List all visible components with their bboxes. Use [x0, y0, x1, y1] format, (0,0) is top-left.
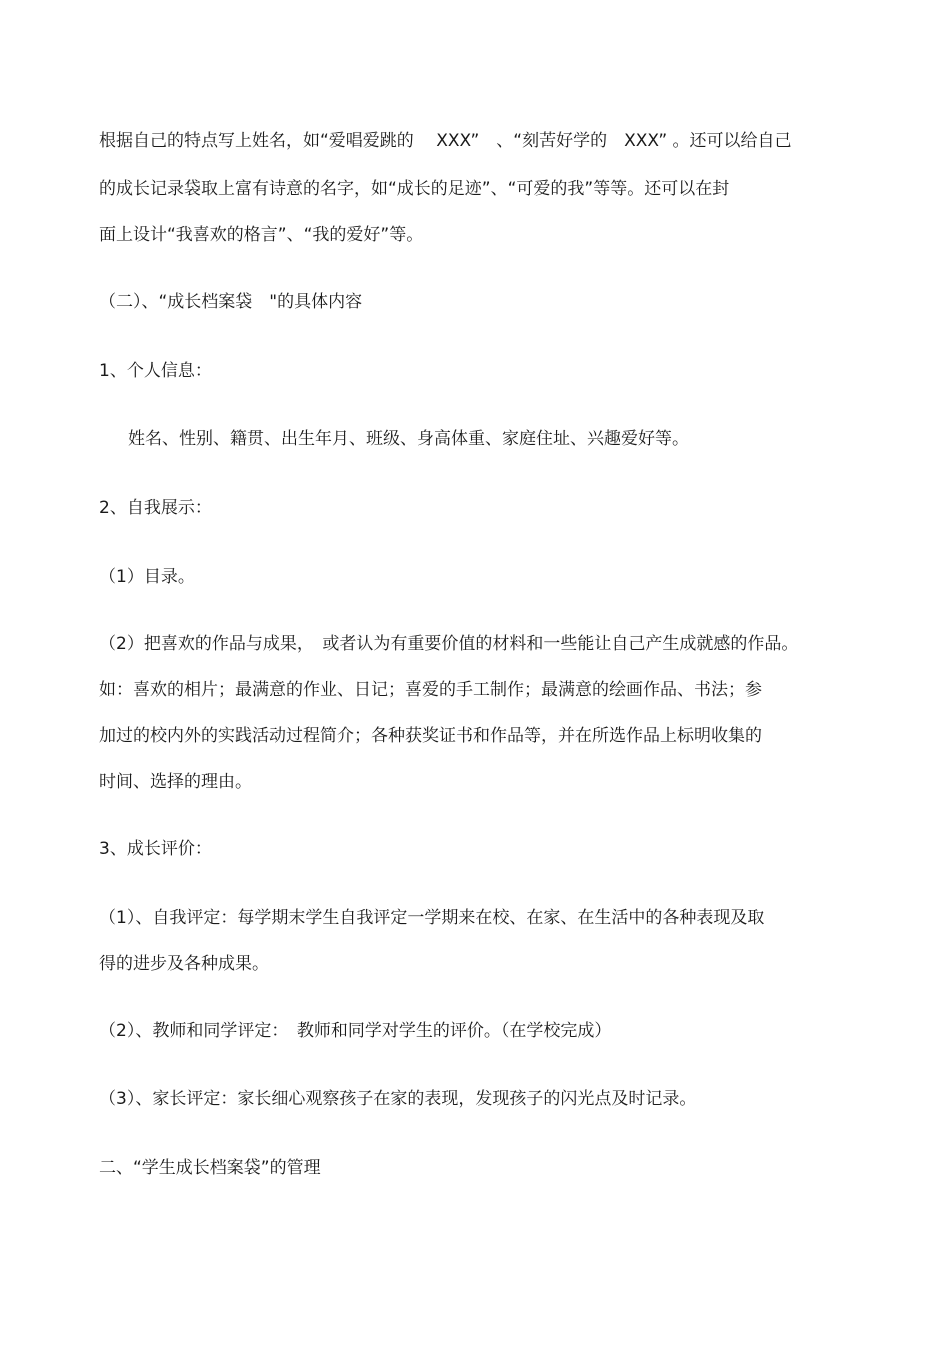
item3-sub2: （2）、教师和同学评定： 教师和同学对学生的评价。（在学校完成）: [99, 1021, 612, 1041]
intro-line-3: 面上设计“我喜欢的格言”、“我的爱好”等。: [99, 225, 424, 245]
item2-sub2-line-2: 如：喜欢的相片；最满意的作业、日记；喜爱的手工制作；最满意的绘画作品、书法；参: [99, 680, 762, 700]
item3-sub1-line-2: 得的进步及各种成果。: [99, 954, 269, 974]
item1-title: 1、个人信息：: [99, 361, 212, 381]
item2-sub2-line-1: （2）把喜欢的作品与成果， 或者认为有重要价值的材料和一些能让自己产生成就感的作品。: [99, 634, 799, 654]
item2-sub2-line-4: 时间、选择的理由。: [99, 772, 252, 792]
item3-title: 3、成长评价：: [99, 839, 212, 859]
item3-sub1-line-1: （1）、自我评定：每学期末学生自我评定一学期来在校、在家、在生活中的各种表现及取: [99, 908, 765, 928]
item3-sub3: （3）、家长评定：家长细心观察孩子在家的表现，发现孩子的闪光点及时记录。: [99, 1089, 697, 1109]
section-heading-contents: （二）、“成长档案袋 "的具体内容: [99, 292, 363, 312]
item2-sub2-line-3: 加过的校内外的实践活动过程简介；各种获奖证书和作品等，并在所选作品上标明收集的: [99, 726, 762, 746]
intro-line-2: 的成长记录袋取上富有诗意的名字，如“成长的足迹”、“可爱的我”等等。还可以在封: [99, 179, 730, 199]
section-two-heading: 二、“学生成长档案袋”的管理: [99, 1158, 321, 1178]
intro-line-1: 根据自己的特点写上姓名，如“爱唱爱跳的 XXX” 、“刻苦好学的 XXX” 。还可以给自己: [99, 131, 792, 151]
item1-content: 姓名、性别、籍贯、出生年月、班级、身高体重、家庭住址、兴趣爱好等。: [128, 429, 689, 449]
item2-sub1: （1）目录。: [99, 567, 195, 587]
item2-title: 2、自我展示：: [99, 498, 212, 518]
